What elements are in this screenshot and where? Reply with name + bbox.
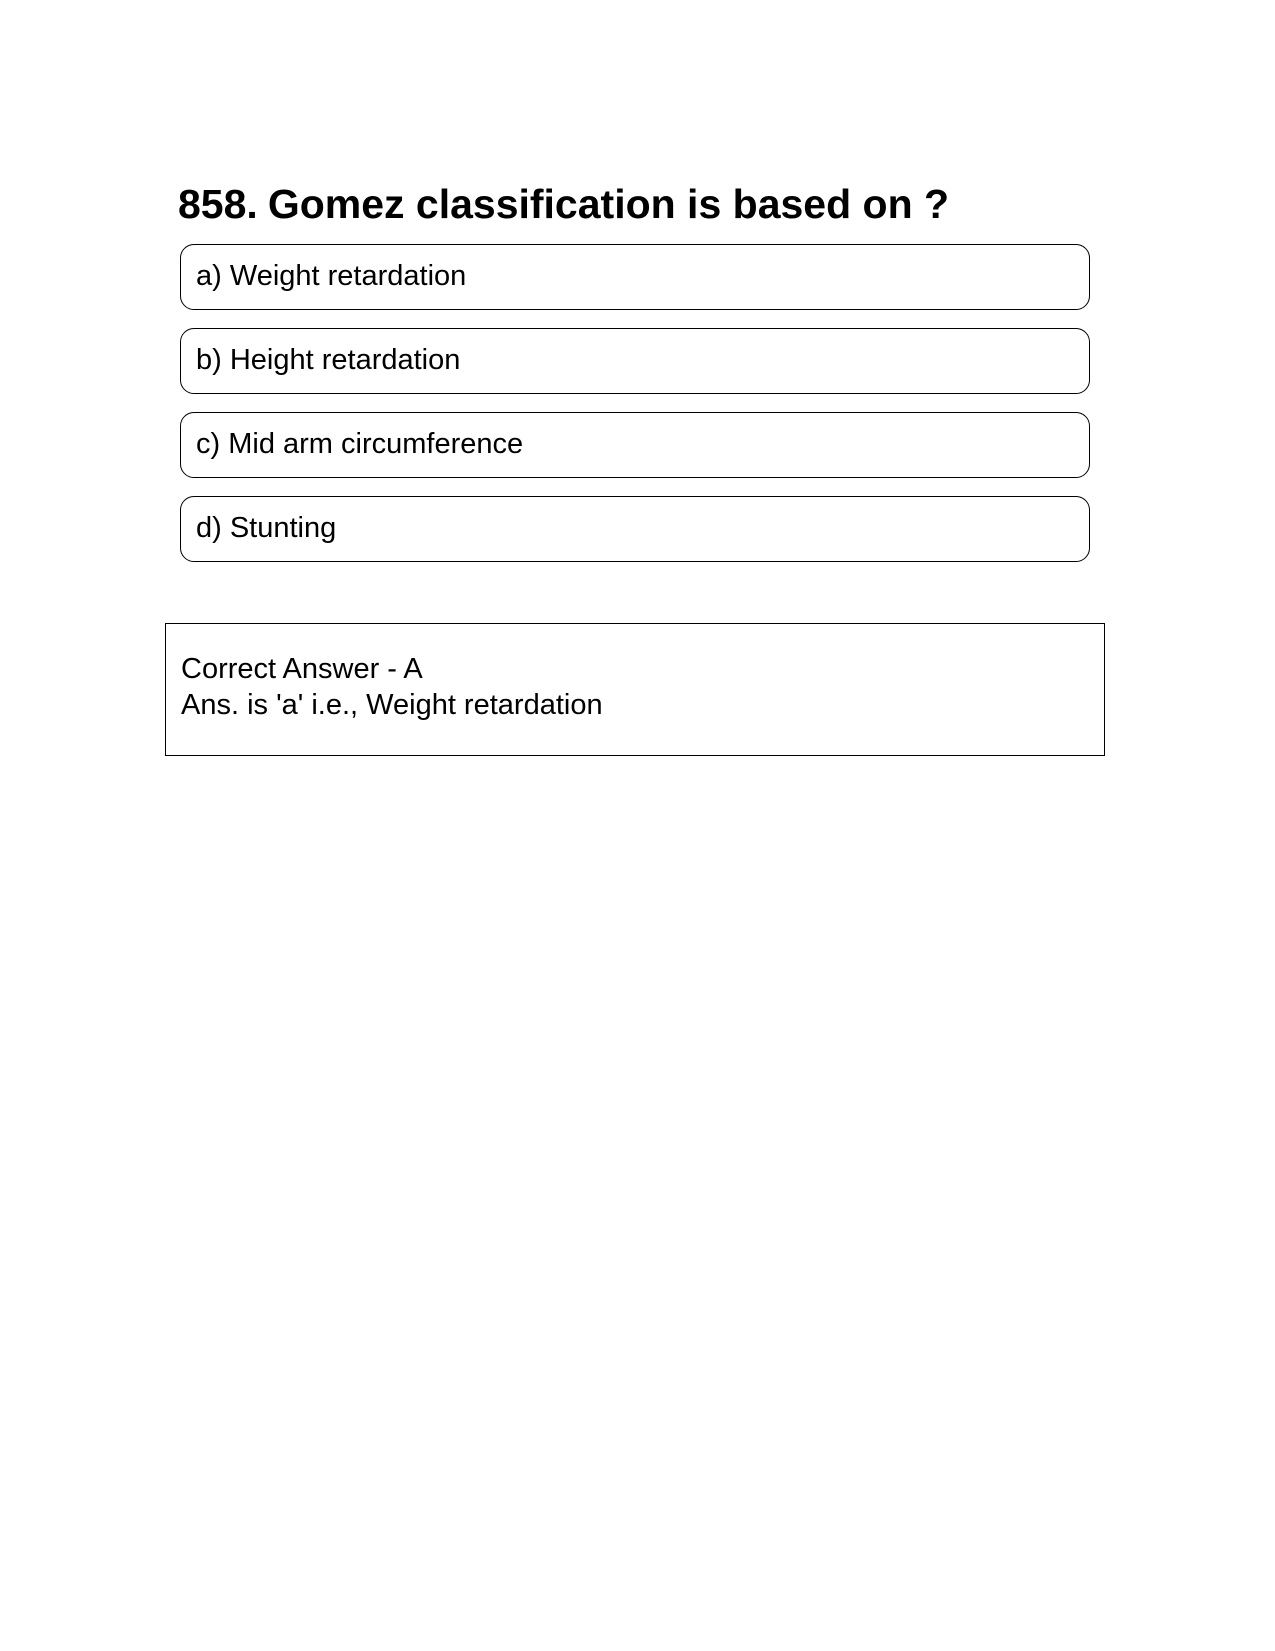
- option-b[interactable]: b) Height retardation: [180, 328, 1090, 394]
- question-text: Gomez classification is based on ?: [267, 181, 950, 227]
- option-a[interactable]: a) Weight retardation: [180, 244, 1090, 310]
- option-c[interactable]: c) Mid arm circumference: [180, 412, 1090, 478]
- option-d[interactable]: d) Stunting: [180, 496, 1090, 562]
- correct-answer: Correct Answer - A: [181, 653, 423, 685]
- answer-explanation: Ans. is 'a' i.e., Weight retardation: [181, 689, 603, 721]
- answer-box: [165, 623, 1105, 756]
- question-number: 858.: [178, 181, 258, 227]
- question-heading: [178, 176, 1098, 232]
